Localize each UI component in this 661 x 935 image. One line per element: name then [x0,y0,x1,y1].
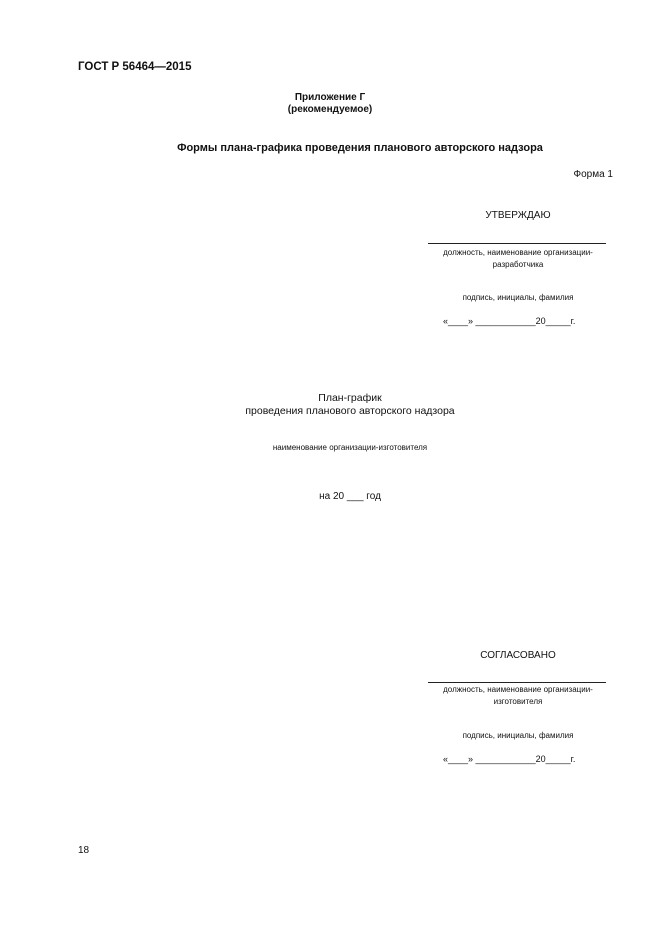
appendix-heading [230,92,430,116]
agreement-caption-line1: должность, наименование организации- [443,685,593,694]
agreement-date-line: «____» ____________20_____г. [443,754,576,764]
approval-caption-line1: должность, наименование организации- [443,248,593,257]
document-standard-header: ГОСТ Р 56464—2015 [78,61,192,73]
approval-caption-line2: разработчика [492,260,544,269]
manufacturer-org-caption: наименование организации-изготовителя [272,443,428,452]
plan-year: на 20 ___ год [319,491,381,502]
appendix-title: Приложение Г [294,92,366,103]
plan-title-line2: проведения планового авторского надзора [245,405,455,417]
section-title: Формы плана-графика проведения планового авторского надзора [177,142,543,154]
approval-signature-caption: подпись, инициалы, фамилия [462,293,574,302]
approval-title: УТВЕРЖДАЮ [485,210,551,221]
agreement-position-line [428,682,606,683]
agreement-signature-caption: подпись, инициалы, фамилия [462,731,574,740]
page-number: 18 [78,845,90,856]
agreement-caption-line2: изготовителя [493,697,543,706]
appendix-subtitle: (рекомендуемое) [287,104,373,115]
approval-position-caption [418,247,618,271]
approval-position-line [428,243,606,244]
approval-date-line: «____» ____________20_____г. [443,316,576,326]
agreement-title: СОГЛАСОВАНО [480,650,556,661]
agreement-position-caption [418,684,618,708]
plan-title [200,392,500,418]
plan-title-line1: План-график [318,392,382,404]
form-label: Форма 1 [573,169,613,180]
